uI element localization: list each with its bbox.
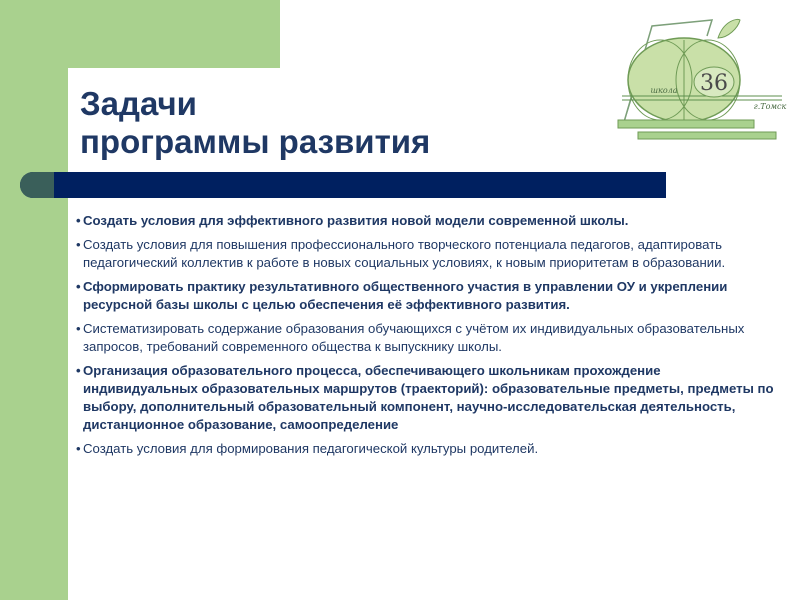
bullet: • bbox=[76, 441, 81, 456]
tasks-list bbox=[76, 212, 776, 464]
list-item bbox=[76, 440, 776, 458]
list-item bbox=[76, 362, 776, 434]
list-item-text: Систематизировать содержание образования обучающихся с учётом их индивидуальных образовательных запросов, требований современного общества к выпускнику школы. bbox=[83, 321, 745, 354]
list-item-text: Сформировать практику результативного общественного участия в управлении ОУ и укреплении ресурсной базы школы с целью обеспечения её эффективного развития. bbox=[83, 279, 728, 312]
left-green-strip bbox=[0, 0, 68, 600]
list-item-text: Организация образовательного процесса, обеспечивающего школьникам прохождение индивидуальных образовательных маршрутов (траекторий): образовательные предметы, предметы по выбору, дополнительный образовательный компонент, научно-исследовательская деятельность, дистанционное образование, самоопределение bbox=[83, 363, 774, 432]
school-36-logo bbox=[612, 14, 792, 146]
bullet: • bbox=[76, 237, 81, 252]
top-green-block bbox=[0, 0, 280, 68]
list-item bbox=[76, 320, 776, 356]
bullet: • bbox=[76, 321, 81, 336]
list-item-text: Создать условия для повышения профессионального творческого потенциала педагогов, адаптировать педагогический коллектив к работе в новых социальных условиях, к новым приоритетам в образовании. bbox=[83, 237, 726, 270]
list-item-text: Создать условия для формирования педагогической культуры родителей. bbox=[83, 441, 539, 456]
list-item bbox=[76, 236, 776, 272]
slide-title bbox=[80, 85, 430, 161]
bullet: • bbox=[76, 213, 81, 228]
title-line-2: программы развития bbox=[80, 123, 431, 160]
bullet: • bbox=[76, 363, 81, 378]
title-underline-bar bbox=[20, 172, 666, 198]
logo-city: г.Томск bbox=[753, 102, 787, 111]
logo-school-word: школа bbox=[650, 86, 678, 95]
list-item-text: Создать условия для эффективного развития новой модели современной школы. bbox=[83, 213, 629, 228]
list-item bbox=[76, 278, 776, 314]
list-item bbox=[76, 212, 776, 230]
bullet: • bbox=[76, 279, 81, 294]
logo-number: 36 bbox=[700, 71, 728, 96]
title-line-1: Задачи bbox=[80, 85, 197, 122]
